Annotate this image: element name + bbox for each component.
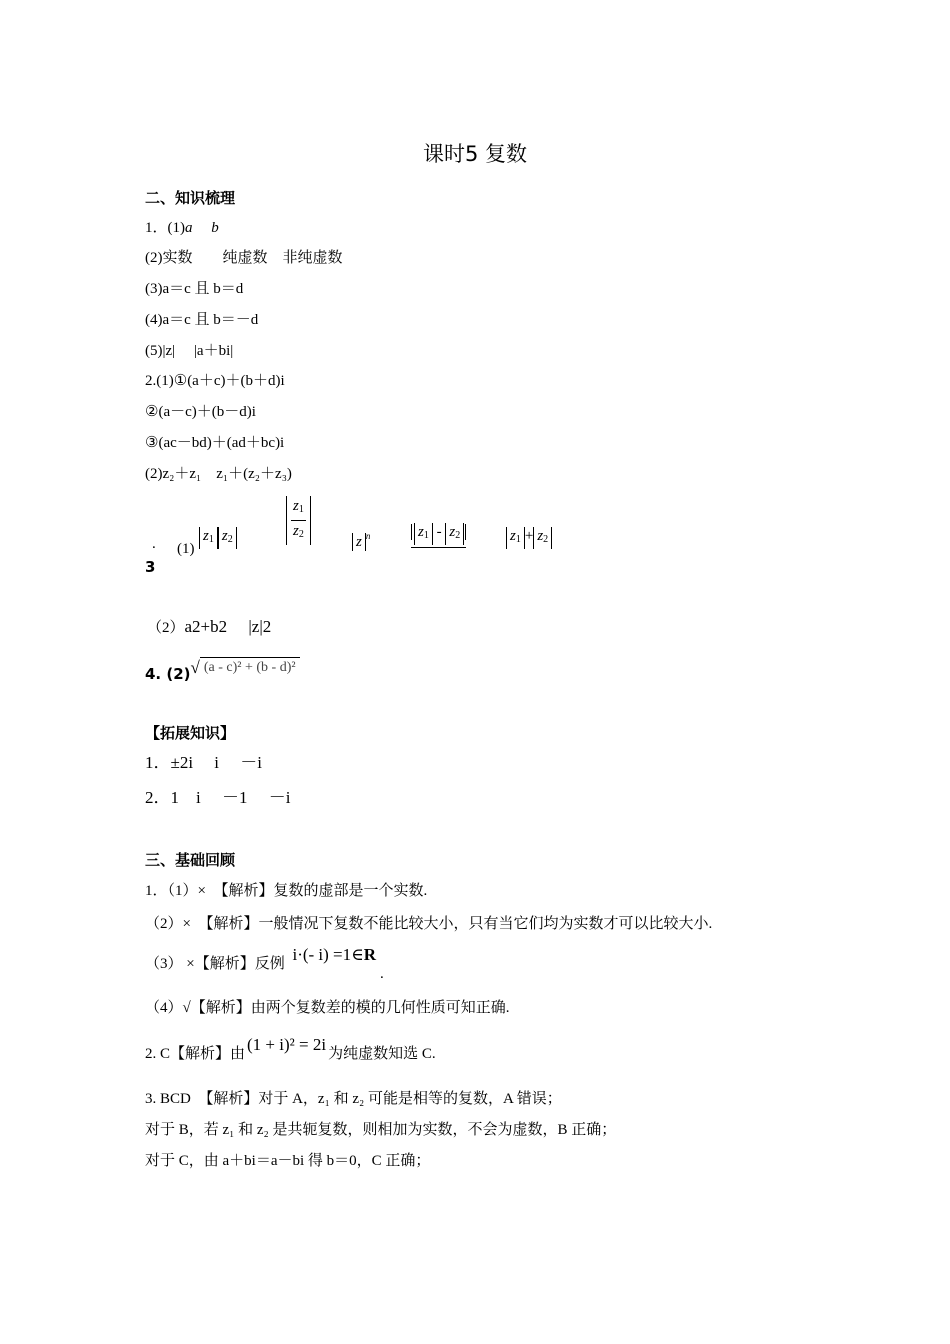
formula-modulus-quotient: $\frac{z_1}{z_2}$ [286,496,311,545]
formula-modulus-product: $z_1$ $z_2$ [199,526,237,549]
review-line-7: 对于 B，若 z₁ 和 z₂ 是共轭复数，则相加为实数，不会为虚数，B 正确； [145,1122,617,1138]
counterexample-formula: i·(- i) =1∈ [292,945,364,964]
formula-modulus-sum: $z_1 + z_2$ [506,526,552,549]
line-6: 2.(1)①(a＋c)＋(b＋d)i [145,373,285,389]
item-3-1-label: (1) [177,541,195,557]
dot-marker: . [152,536,156,552]
ext-line-1: 1．±2i i －i [145,753,262,772]
line-2: (2)实数 纯虚数 非纯虚数 [145,250,343,266]
section-heading-extension: 【拓展知识】 [145,724,236,742]
item-3-2-text: a2+b2 |z|2 [184,617,272,636]
review-line-3: （3） ×【解析】反例 i·(- i) =1∈R. [145,945,384,982]
line-8: ③(ac－bd)＋(ad＋bc)i [145,435,285,451]
formula-modulus-power: z $^n$ [352,526,370,552]
line-5: (5)|z| |a＋bi| [145,343,234,359]
item-4-2: 4. (2)√ (a - c)² + (b - d)² [145,658,300,686]
line-1 [145,218,219,238]
line-3: (3)a＝c 且 b＝d [145,281,244,297]
line-4: (4)a＝c 且 b＝－d [145,312,259,328]
line-1-a: a [185,220,193,236]
line-1-label: 1．(1) [145,220,185,236]
square-formula: (1 + i)² = 2i [247,1035,327,1054]
review-line-2: （2）× 【解析】一般情况下复数不能比较大小，只有当它们均为实数才可以比较大小. [145,916,713,932]
item-4-2-label: 4. (2) [145,665,191,683]
ext-line-2: 2．1 i －1 －i [145,788,291,807]
line-7: ②(a－c)＋(b－d)i [145,404,256,420]
distance-formula: (a - c)² + (b - d)² [200,657,300,678]
line-1-b: b [211,220,219,236]
review-line-4: （4）√【解析】由两个复数差的模的几何性质可知正确. [145,1000,510,1016]
line-9: (2)z₂＋z₁ z₁＋(z₂＋z₃) [145,466,292,482]
formula-modulus-difference: $z_1 - z_2$ [411,522,466,548]
review-line-5: 2. C【解析】由 (1 + i)² = 2i 为纯虚数知选 C. [145,1035,436,1062]
section-heading-knowledge: 二、知识梳理 [145,189,236,207]
item-3-2-label: （2） [147,620,185,636]
item-3-2 [147,617,271,638]
section-heading-review: 三、基础回顾 [145,851,236,869]
review-line-8: 对于 C，由 a＋bi＝a－bi 得 b＝0，C 正确； [145,1153,431,1169]
page-title: 课时5 复数 [422,142,528,166]
review-line-1: 1．（1）× 【解析】复数的虚部是一个实数. [145,883,428,899]
item-number-3: 3 [145,558,156,576]
review-line-6: 3. BCD 【解析】对于 A，z₁ 和 z₂ 可能是相等的复数，A 错误； [145,1091,562,1107]
